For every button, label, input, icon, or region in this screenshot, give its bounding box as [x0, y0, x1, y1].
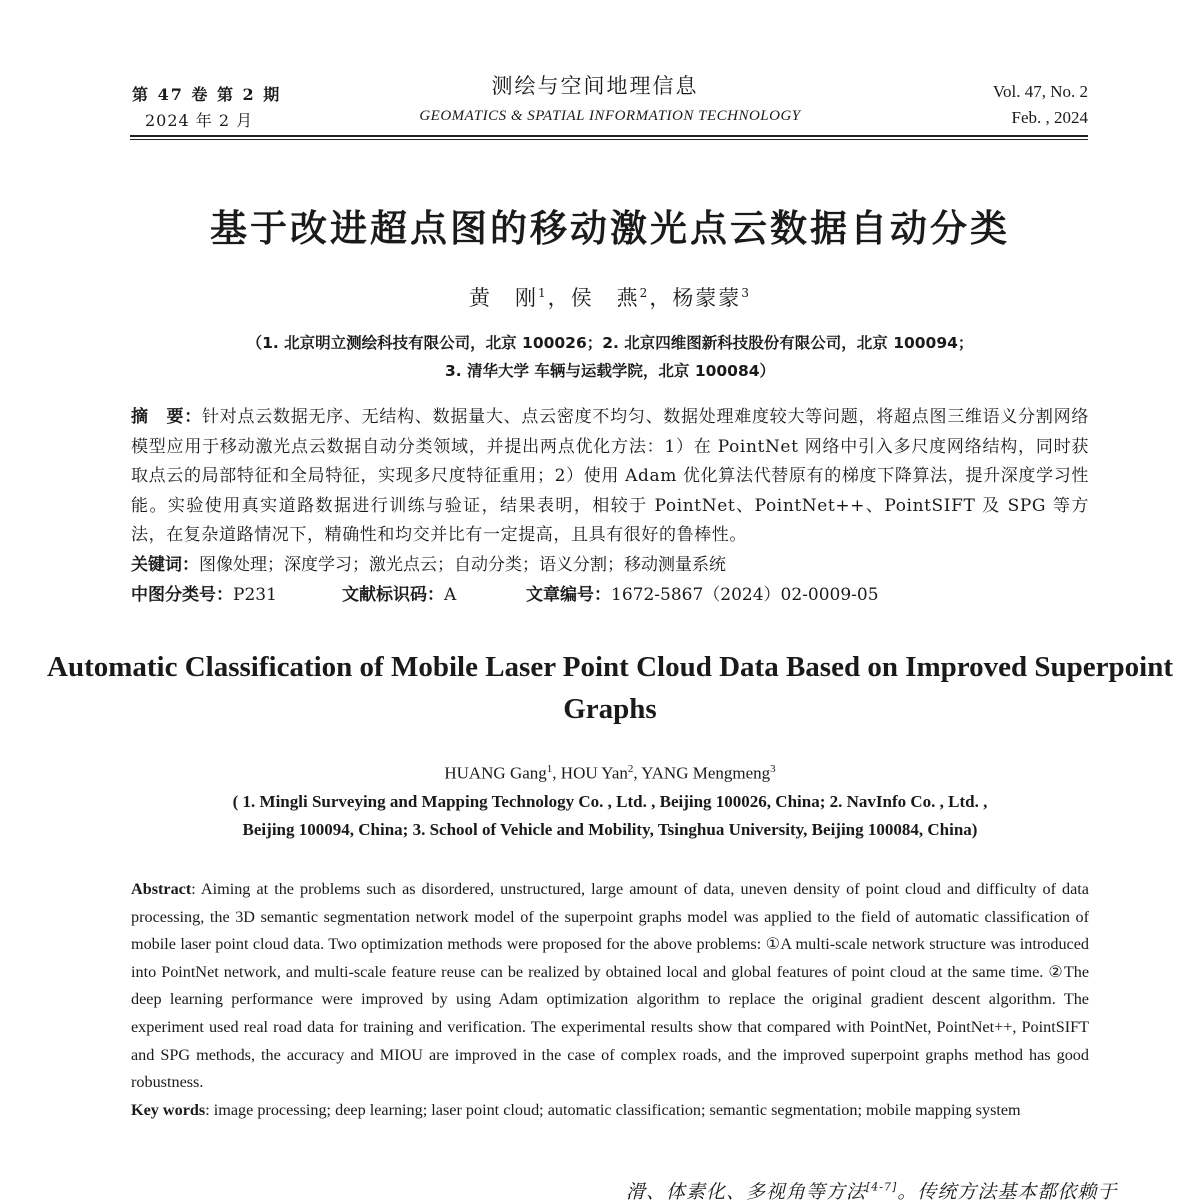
keywords-cn [131, 551, 1089, 579]
citation-ref: [4-7] [866, 1180, 898, 1194]
journal-volume-cn: 第 47 卷 第 2 期 [132, 85, 282, 104]
keywords-cn-text: 图像处理；深度学习；激光点云；自动分类；语义分割；移动测量系统 [199, 555, 726, 575]
abstract-cn-text: 针对点云数据无序、无结构、数据量大、点云密度不均匀、数据处理难度较大等问题，将超点图三维语义分割网络模型应用于移动激光点云数据自动分类领域，并提出两点优化方法：1）在 PointNet 网络中引入多尺度网络结构，同时获取点云的局部特征和全局特征，实现多尺度特征重用；2）使用 Adam 优化算法代替原有的梯度下降算法，提升深度学习性能。实验使用真实道路数据进行训练与验证，结果表明，相较于 PointNet、PointNet++、PointSIFT 及 SPG 等方法，在复杂道路情况下，精确性和均交并比有一定提高，且具有很好的鲁棒性。 [131, 407, 1090, 545]
document-code-label: 文献标识码： [342, 585, 444, 605]
article-number-label: 文章编号： [526, 585, 611, 605]
body-text-fragment-part1: 滑、体素化、多视角等方法 [626, 1181, 867, 1203]
clc-label: 中图分类号： [131, 585, 233, 605]
keywords-en-label: Key words [131, 1101, 206, 1119]
affiliation-cn-line2: 3. 清华大学 车辆与运载学院，北京 100084） [444, 362, 776, 380]
clc-value: P231 [233, 585, 277, 605]
journal-name-cn: 测绘与空间地理信息 [491, 74, 699, 98]
author-en-1-affil: 1 [546, 763, 553, 775]
document-code-value: A [444, 585, 457, 605]
abstract-en [131, 876, 1089, 1097]
header-rule-thin [130, 139, 1088, 140]
journal-date-cn: 2024 年 2 月 [145, 111, 254, 130]
document-code [342, 580, 456, 605]
affiliation-en-line2: Beijing 100094, China; 3. School of Vehicle and Mobility, Tsinghua University, Beijing 100084, China) [242, 820, 978, 839]
keywords-cn-label: 关键词： [131, 555, 199, 575]
author-cn-2-affil: 2 [639, 286, 650, 300]
body-text-fragment-part2: 。传统方法基本都依赖于 [897, 1181, 1118, 1203]
author-cn-2: 侯 燕 [570, 286, 640, 310]
authors-cn [0, 282, 1190, 312]
author-cn-3: 杨蒙蒙 [672, 286, 742, 310]
journal-name-en: GEOMATICS & SPATIAL INFORMATION TECHNOLOGY [419, 108, 801, 124]
journal-volume-en: Vol. 47, No. 2 [992, 82, 1088, 101]
keywords-en-text: : image processing; deep learning; laser point cloud; automatic classification; semantic segmentation; mobile mapping system [205, 1101, 1021, 1119]
author-en-3-affil: 3 [770, 763, 776, 775]
abstract-en-text: : Aiming at the problems such as disordered, unstructured, large amount of data, uneven density of point cloud and difficulty of data processing, the 3D semantic segmentation network model of the superpoint graphs model was applied to the field of automatic classification of mobile laser point cloud data. Two optimization methods were proposed for the above problems: ①A multi-scale network structure was introduced into PointNet network, and multi-scale feature reuse can be realized by obtained local and global features of point cloud at the same time. ②The deep learning performance were improved by using Adam optimization algorithm to replace the original gradient descent algorithm. The experiment used real road data for training and verification. The experimental results show that compared with PointNet, PointNet++, PointSIFT and SPG methods, the accuracy and MIOU are improved in the case of complex roads, and the improved superpoint graphs method has good robustness. [131, 880, 1089, 1092]
paper-title-cn: 基于改进超点图的移动激光点云数据自动分类 [210, 207, 1010, 250]
author-separator: , [552, 763, 561, 783]
author-cn-1-affil: 1 [538, 286, 548, 300]
author-en-2-affil: 2 [627, 763, 634, 775]
author-en-2: HOU Yan [560, 763, 628, 783]
author-cn-1: 黄 刚 [469, 286, 539, 310]
author-separator: ， [649, 286, 673, 310]
author-en-1: HUANG Gang [444, 763, 547, 783]
clc-number [131, 580, 277, 605]
affiliation-cn-line1: （1. 北京明立测绘科技有限公司，北京 100026；2. 北京四维图新科技股份有限公司，北京 100094； [246, 334, 974, 352]
author-separator: ， [547, 286, 571, 310]
article-number [526, 580, 879, 605]
affiliation-en-line1: ( 1. Mingli Surveying and Mapping Technology Co. , Ltd. , Beijing 100026, China; 2. NavInfo Co. , Ltd. , [232, 792, 988, 811]
article-number-value: 1672-5867（2024）02-0009-05 [611, 585, 879, 605]
abstract-en-label: Abstract [131, 880, 192, 898]
keywords-en [131, 1097, 1089, 1125]
journal-date-en: Feb. , 2024 [1011, 108, 1088, 127]
abstract-cn [131, 403, 1089, 551]
abstract-cn-label: 摘 要： [131, 407, 202, 427]
author-cn-3-affil: 3 [741, 286, 751, 300]
header-rule-thick [130, 135, 1088, 137]
author-separator: , [633, 763, 642, 783]
authors-en [0, 763, 1190, 784]
paper-title-en: Automatic Classification of Mobile Laser Point Cloud Data Based on Improved Superpoint Graphs [47, 651, 1173, 725]
author-en-3: YANG Mengmeng [641, 763, 771, 783]
